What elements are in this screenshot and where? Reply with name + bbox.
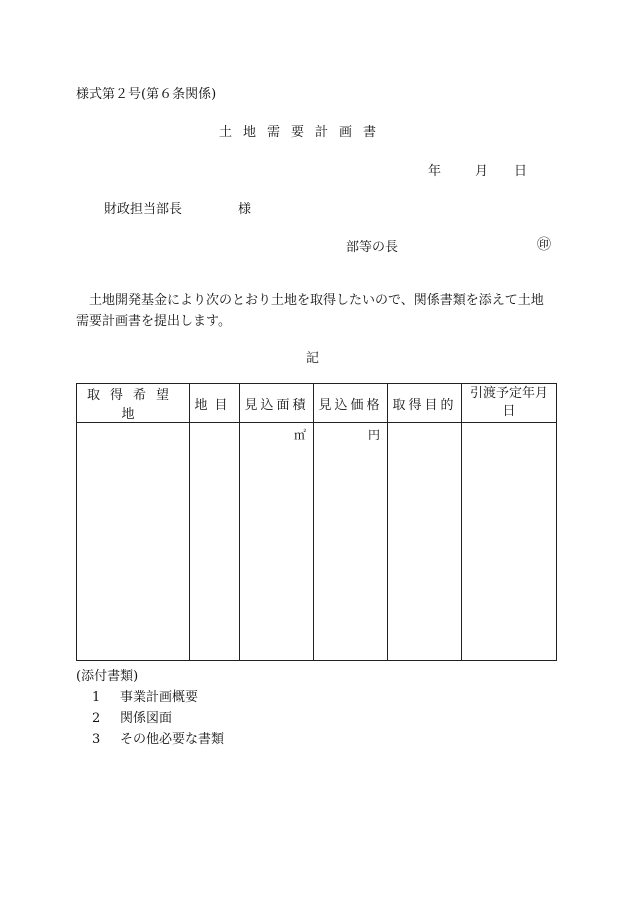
document-title: 土地需要計画書 (219, 125, 388, 140)
cell-estimated-area[interactable] (240, 423, 314, 661)
attachments-heading: (添付書類) (76, 669, 139, 684)
header-estimated-price: 見込価格 (314, 384, 388, 423)
cell-land-category[interactable] (190, 423, 240, 661)
table-header-row (77, 384, 557, 423)
date-line (428, 160, 527, 179)
date-day: 日 (514, 164, 528, 179)
cell-estimated-price[interactable] (314, 423, 388, 661)
header-estimated-area: 見込面積 (240, 384, 314, 423)
cell-delivery-date[interactable] (462, 423, 557, 661)
sender-title: 部等の長 (346, 240, 399, 255)
attachments (76, 666, 224, 750)
request-table (76, 383, 557, 661)
unit-yen: 円 (367, 428, 380, 442)
list-item: 3 その他必要な書類 (92, 732, 225, 747)
form-number: 様式第２号(第６条関係) (76, 87, 217, 102)
list-item: 2 関係図面 (92, 711, 173, 726)
header-purpose: 取得目的 (388, 384, 462, 423)
addressee-honorific: 様 (238, 202, 252, 217)
addressee-name: 財政担当部長 (104, 202, 183, 217)
list-item: 1 事業計画概要 (92, 690, 199, 705)
date-month: 月 (475, 164, 489, 179)
date-year: 年 (428, 164, 442, 179)
header-land-category: 地目 (190, 384, 240, 423)
cell-purpose[interactable] (388, 423, 462, 661)
unit-square-meter: ㎡ (293, 428, 306, 442)
header-desired-land: 取得希望地 (77, 384, 190, 423)
addressee (104, 198, 251, 217)
header-delivery-date: 引渡予定年月日 (462, 384, 557, 423)
ki-heading: 記 (306, 351, 320, 366)
cell-desired-land[interactable] (77, 423, 190, 661)
body-text: 土地開発基金により次のとおり土地を取得したいので、関係書類を添えて土地需要計画書を提出します。 (76, 293, 544, 329)
table-row (77, 423, 557, 661)
seal-mark: ㊞ (537, 237, 551, 253)
